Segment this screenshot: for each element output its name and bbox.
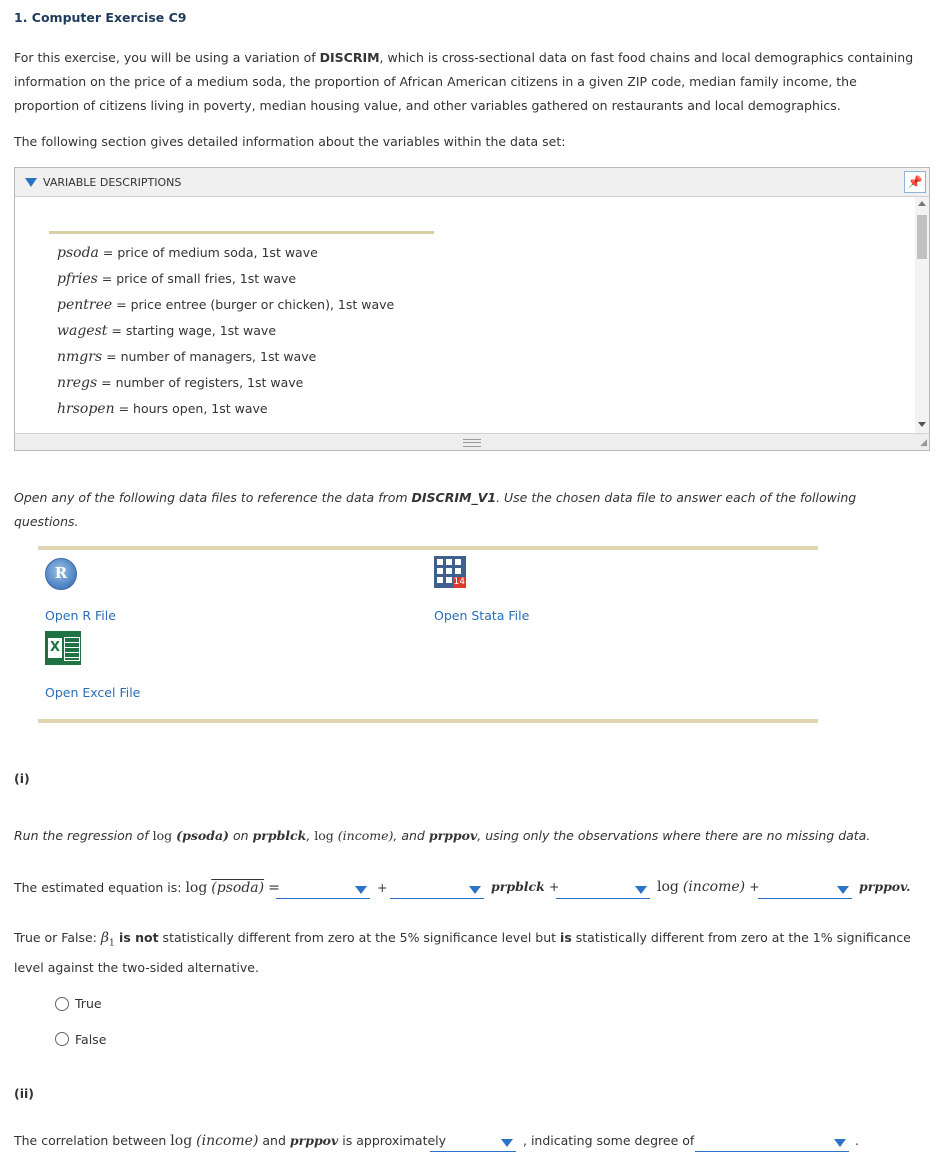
files-bottom-rule bbox=[38, 719, 818, 723]
collapse-triangle-icon[interactable] bbox=[25, 178, 37, 187]
regression-instruction bbox=[14, 828, 870, 843]
plus-sign: + bbox=[377, 880, 388, 895]
text: Run the regression of bbox=[14, 828, 153, 843]
correlation-question-b: , indicating some degree of bbox=[523, 1133, 695, 1148]
part-i-label: (i) bbox=[14, 771, 30, 786]
variable-name: nmgrs bbox=[57, 349, 103, 365]
intro-text-b: , which is cross-sectional data on fast food chains and local demographics containing information on the price of a medium soda, the proportion of African American citizens in a given ZIP code, median family income, the proportion of citizens living in poverty, median housing value, and other variables gathered on restaurants and local demographics. bbox=[14, 50, 914, 113]
chevron-down-icon[interactable] bbox=[635, 886, 647, 894]
variable-name: wagest bbox=[57, 323, 108, 339]
section-intro: The following section gives detailed information about the variables within the data set: bbox=[14, 134, 566, 149]
dataset-name: DISCRIM bbox=[319, 50, 380, 65]
variable-descriptions-panel bbox=[14, 167, 930, 451]
variable-row bbox=[57, 375, 303, 391]
scroll-thumb[interactable] bbox=[917, 215, 927, 259]
files-dataset-name: DISCRIM_V1 bbox=[411, 490, 497, 505]
variable-desc: = price of medium soda, 1st wave bbox=[102, 245, 318, 260]
variable-row bbox=[57, 245, 318, 261]
lhs-psoda-hat: (psoda) bbox=[211, 880, 265, 896]
files-instruction-a: Open any of the following data files to reference the data from bbox=[14, 490, 412, 505]
scroll-down-icon[interactable] bbox=[918, 422, 926, 427]
beta-hat: β bbox=[100, 930, 109, 946]
open-excel-file-link[interactable]: Open Excel File bbox=[45, 685, 141, 700]
variable-name: pentree bbox=[57, 297, 113, 313]
var-psoda: (psoda) bbox=[176, 828, 229, 843]
variable-desc: = starting wage, 1st wave bbox=[111, 323, 277, 338]
radio-true-label[interactable]: True bbox=[75, 996, 102, 1011]
resize-corner-icon[interactable]: ◢ bbox=[920, 438, 927, 448]
log-text: log bbox=[314, 828, 334, 843]
var-prppov: prppov bbox=[289, 1133, 339, 1148]
eq-term-prpblck bbox=[491, 879, 559, 894]
variable-desc: = price entree (burger or chicken), 1st wave bbox=[116, 297, 395, 312]
radio-true[interactable] bbox=[55, 997, 69, 1011]
excel-file-icon[interactable]: X bbox=[45, 631, 81, 665]
beta-subscript: 1 bbox=[108, 938, 115, 949]
var-prpblck: prpblck bbox=[491, 879, 545, 894]
variable-row bbox=[57, 401, 268, 417]
text-bold: is bbox=[560, 930, 572, 945]
correlation-value-dropdown[interactable] bbox=[430, 1133, 516, 1152]
panel-header[interactable] bbox=[15, 168, 929, 197]
chevron-down-icon[interactable] bbox=[834, 1139, 846, 1147]
var-prpblck: prpblck bbox=[252, 828, 307, 843]
variable-row bbox=[57, 271, 296, 287]
text: , and bbox=[393, 828, 429, 843]
stata-version-badge: 14 bbox=[453, 577, 465, 587]
divider bbox=[49, 231, 434, 234]
prpblck-coef-dropdown[interactable] bbox=[390, 880, 484, 899]
part-ii-label: (ii) bbox=[14, 1086, 34, 1101]
grip-icon[interactable] bbox=[463, 439, 481, 447]
eq-term-income bbox=[657, 879, 760, 895]
files-instruction-b: . Use the chosen data file to answer each of the following questions. bbox=[14, 490, 857, 529]
text: The correlation between bbox=[14, 1133, 171, 1148]
exercise-title: 1. Computer Exercise C9 bbox=[14, 10, 187, 25]
log-text: log bbox=[170, 1133, 193, 1149]
plus-sign: + bbox=[548, 879, 560, 894]
files-top-rule bbox=[38, 546, 818, 550]
chevron-down-icon[interactable] bbox=[355, 886, 367, 894]
open-stata-file-link[interactable]: Open Stata File bbox=[434, 608, 530, 623]
log-text: log bbox=[185, 880, 208, 896]
scroll-up-icon[interactable] bbox=[918, 201, 926, 206]
text: , bbox=[306, 828, 315, 843]
variable-name: hrsopen bbox=[57, 401, 115, 417]
chevron-down-icon[interactable] bbox=[837, 886, 849, 894]
variable-desc: = number of registers, 1st wave bbox=[101, 375, 304, 390]
text: The estimated equation is: bbox=[14, 880, 186, 895]
var-income: (income) bbox=[337, 828, 394, 843]
vertical-scrollbar[interactable] bbox=[915, 197, 929, 433]
stata-file-icon[interactable] bbox=[434, 556, 466, 588]
panel-header-label: VARIABLE DESCRIPTIONS bbox=[43, 176, 182, 189]
text: statistically different from zero at the 1% significance level against the two-sided alternative. bbox=[14, 930, 911, 975]
panel-body bbox=[15, 197, 913, 433]
estimated-equation-label bbox=[14, 880, 280, 896]
variable-name: psoda bbox=[57, 245, 99, 261]
collinearity-dropdown[interactable] bbox=[695, 1133, 849, 1152]
prppov-coef-dropdown[interactable] bbox=[758, 880, 852, 899]
text: True or False: bbox=[14, 930, 101, 945]
intro-text-a: For this exercise, you will be using a variation of bbox=[14, 50, 320, 65]
log-text: log bbox=[152, 828, 173, 843]
open-r-file-link[interactable]: Open R File bbox=[45, 608, 116, 623]
radio-false-label[interactable]: False bbox=[75, 1032, 107, 1047]
text: statistically different from zero at the 5% significance level but bbox=[158, 930, 561, 945]
radio-false[interactable] bbox=[55, 1032, 69, 1046]
resize-bar[interactable] bbox=[15, 433, 929, 450]
var-prppov: prppov. bbox=[859, 879, 911, 894]
variable-desc: = hours open, 1st wave bbox=[118, 401, 268, 416]
equals: = bbox=[268, 880, 280, 896]
text: , using only the observations where there are no missing data. bbox=[477, 828, 871, 843]
intercept-dropdown[interactable] bbox=[276, 880, 370, 899]
variable-row bbox=[57, 323, 276, 339]
period: . bbox=[855, 1133, 859, 1148]
var-income: (income) bbox=[196, 1133, 259, 1149]
plus-sign: + bbox=[749, 879, 760, 894]
income-coef-dropdown[interactable] bbox=[556, 880, 650, 899]
variable-row bbox=[57, 297, 394, 313]
variable-desc: = price of small fries, 1st wave bbox=[101, 271, 297, 286]
text: is approximately bbox=[338, 1133, 447, 1148]
intro-paragraph bbox=[14, 46, 919, 118]
var-prppov: prppov bbox=[428, 828, 478, 843]
r-file-icon[interactable]: R bbox=[45, 558, 77, 590]
text: on bbox=[228, 828, 253, 843]
correlation-question bbox=[14, 1133, 446, 1149]
variable-name: nregs bbox=[57, 375, 98, 391]
variable-desc: = number of managers, 1st wave bbox=[106, 349, 317, 364]
text: and bbox=[258, 1133, 290, 1148]
chevron-down-icon[interactable] bbox=[501, 1139, 513, 1147]
variable-row bbox=[57, 349, 316, 365]
true-false-question bbox=[14, 926, 919, 980]
pin-icon[interactable]: 📌 bbox=[904, 171, 926, 193]
variable-name: pfries bbox=[57, 271, 98, 287]
text-bold: is not bbox=[114, 930, 159, 945]
chevron-down-icon[interactable] bbox=[469, 886, 481, 894]
var-income: (income) bbox=[682, 879, 746, 895]
files-instruction bbox=[14, 486, 919, 534]
log-text: log bbox=[657, 879, 679, 895]
